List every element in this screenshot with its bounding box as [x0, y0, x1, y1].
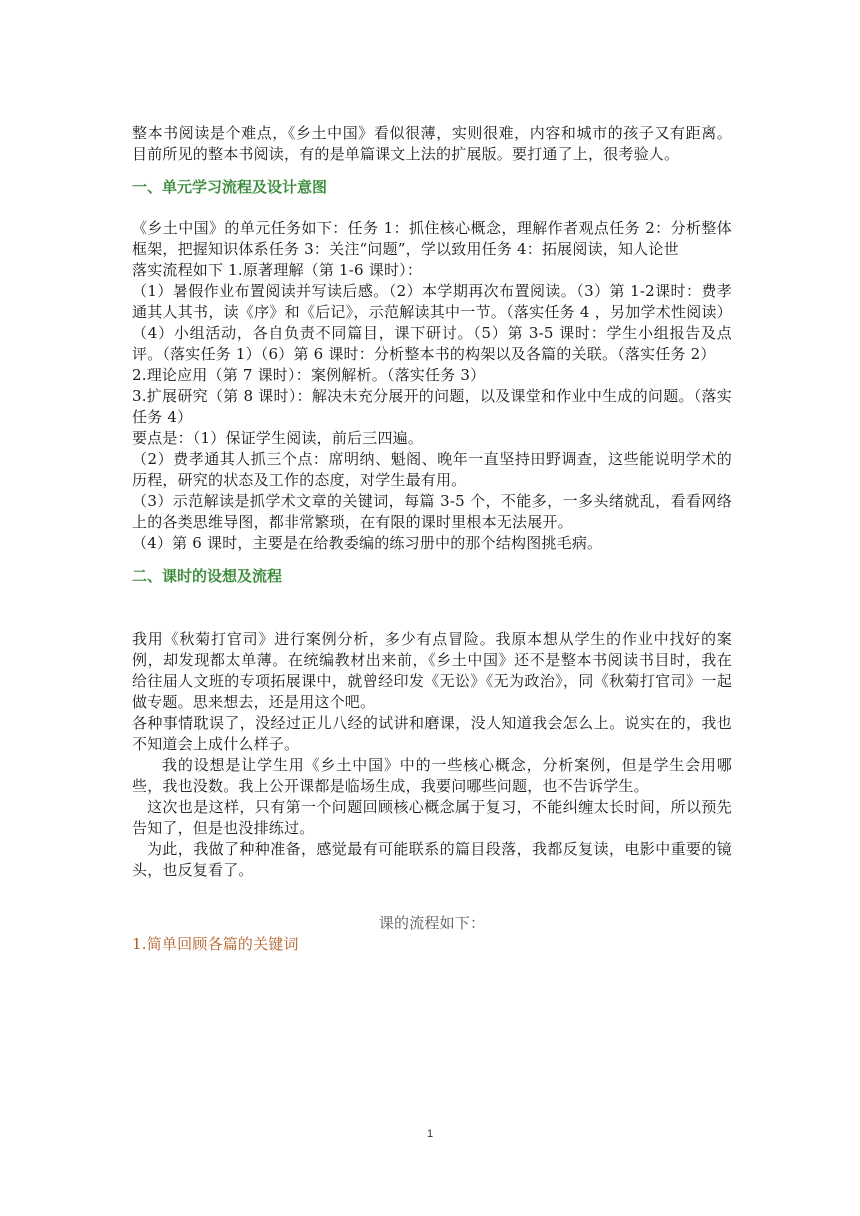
theory-application-paragraph: 2.理论应用（第 7 课时）：案例解析。（落实任务 3） [132, 366, 486, 384]
preparation-paragraph: 为此，我做了种种准备，感觉最有可能联系的篇目段落，我都反复读，电影中重要的镜头，也反复看了。 [132, 840, 732, 879]
page-number: 1 [426, 1128, 434, 1140]
section-1-heading: 一、单元学习流程及设计意图 [132, 178, 328, 196]
case-analysis-paragraph: 我用《秋菊打官司》进行案例分析，多少有点冒险。我原本想从学生的作业中找好的案例，却发现都太单薄。在统编教材出来前，《乡土中国》还不是整本书阅读书目时，我在给往届人文班的专项拓展课中，就曾经印发《无讼》《无为政治》，同《秋菊打官司》一起做专题。思来想去，还是用这个吧。 [132, 630, 732, 711]
unit-tasks-paragraph: 《乡土中国》的单元任务如下：任务 1：抓住核心概念，理解作者观点任务 2：分析整体框架，把握知识体系任务 3：关注“问题”，学以致用任务 4：拓展阅读，知人论世 [132, 219, 732, 258]
this-time-paragraph: 这次也是这样，只有第一个问题回顾核心概念属于复习，不能纠缠太长时间，所以预先告知了，但是也没排练过。 [132, 798, 732, 837]
plan-paragraph: 我的设想是让学生用《乡土中国》中的一些核心概念，分析案例，但是学生会用哪些，我也没数。我上公开课都是临场生成，我要问哪些问题，也不告诉学生。 [132, 756, 732, 795]
key-point-2-paragraph: （2）费孝通其人抓三个点：席明纳、魁阁、晚年一直坚持田野调查，这些能说明学术的历程，研究的状态及工作的态度，对学生最有用。 [132, 450, 732, 489]
document-body [132, 123, 732, 955]
key-point-4-paragraph: （4）第 6 课时，主要是在给教委编的练习册中的那个结构图挑毛病。 [132, 534, 603, 552]
intro-paragraph: 整本书阅读是个难点，《乡土中国》看似很薄，实则很难，内容和城市的孩子又有距离。目前所见的整本书阅读，有的是单篇课文上法的扩展版。要打通了上，很考验人。 [132, 124, 732, 163]
flow-detail-paragraph: （1）暑假作业布置阅读并写读后感。（2）本学期再次布置阅读。（3）第 1-2课时：费孝通其人其书，读《序》和《后记》，示范解读其中一节。（落实任务 4 ，另加学术性阅读）（4）小组活动，各自负责不同篇目，课下研讨。（5）第 3-5 课时：学生小组报告及点评。（落实任务 1）（6）第 6 课时：分析整本书的构架以及各篇的关联。（落实任务 2） [132, 282, 732, 363]
key-point-1-paragraph: 要点是：（1）保证学生阅读，前后三四遍。 [132, 429, 424, 447]
flow-title: 课的流程如下： [378, 914, 486, 932]
key-point-3-paragraph: （3）示范解读是抓学术文章的关键词，每篇 3-5 个，不能多，一多头绪就乱，看看网络上的各类思维导图，都非常繁琐，在有限的课时里根本无法展开。 [132, 492, 732, 531]
no-rehearsal-paragraph: 各种事情耽误了，没经过正儿八经的试讲和磨课，没人知道我会怎么上。说实在的，我也不知道会上成什么样子。 [132, 714, 732, 753]
extended-research-paragraph: 3.扩展研究（第 8 课时）：解决未充分展开的问题，以及课堂和作业中生成的问题。（落实任务 4） [132, 387, 732, 426]
flow-intro-paragraph: 落实流程如下 1.原著理解（第 1-6 课时）： [132, 261, 423, 279]
flow-item-1: 1.简单回顾各篇的关键词 [132, 935, 299, 953]
section-2-heading: 二、课时的设想及流程 [132, 567, 283, 585]
